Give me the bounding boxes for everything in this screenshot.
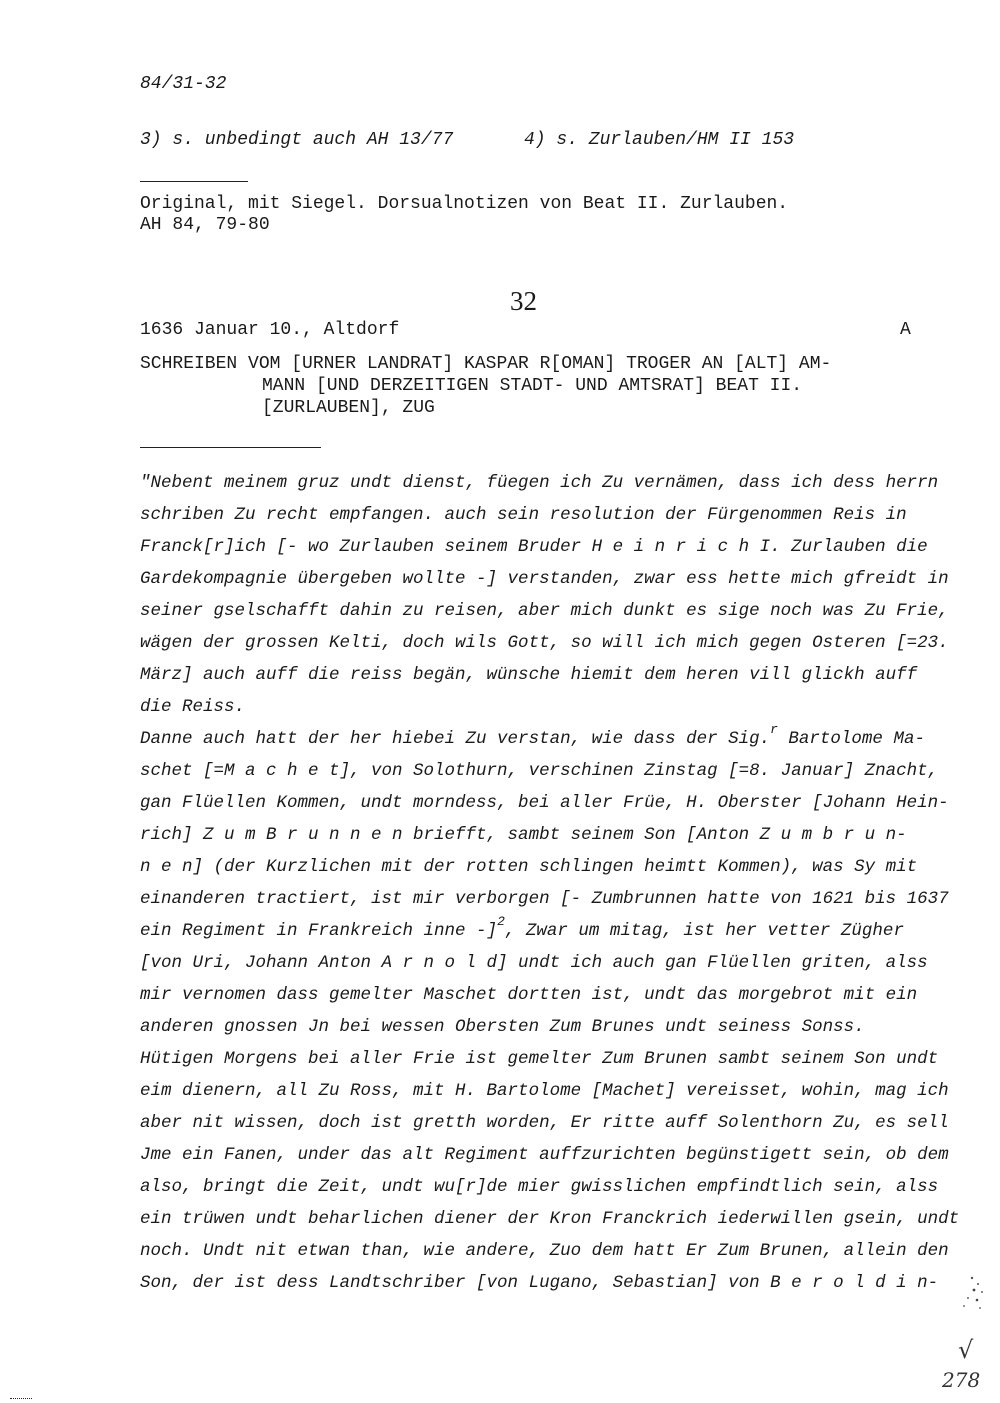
body-line: schriben Zu recht empfangen. auch sein resolution der Fürgenommen Reis in (140, 505, 907, 525)
body-line: Jme ein Fanen, under das alt Regiment auffzurichten begünstigett sein, ob dem (140, 1145, 949, 1165)
body-line: noch. Undt nit etwan than, wie andere, Zuo dem hatt Er Zum Brunen, allein den (140, 1241, 949, 1261)
body-line-continuation: Bartolome Ma- (777, 729, 925, 749)
body-line: [von Uri, Johann Anton A r n o l d] undt ich auch gan Flüellen griten, alss (140, 953, 928, 973)
document-number: 32 (510, 286, 537, 316)
page-reference: 84/31-32 (140, 74, 227, 94)
superscript-r: r (770, 722, 778, 737)
body-line-continuation: , Zwar um mitag, ist her vetter Zügher (504, 921, 904, 941)
body-line: "Nebent meinem gruz undt dienst, füegen ich Zu vernämen, dass ich dess herrn (140, 473, 939, 493)
body-line: rich] Z u m B r u n n e n briefft, sambt seinem Son [Anton Z u m b r u n- (140, 825, 907, 845)
source-note-line-1: Original, mit Siegel. Dorsualnotizen von Beat II. Zurlauben. (140, 194, 789, 214)
body-line: also, bringt die Zeit, undt wu[r]de mier gwisslichen empfindtlich sein, alss (140, 1177, 939, 1197)
body-line-with-superscript (140, 722, 925, 749)
letter-code: A (900, 320, 911, 340)
body-line-text: Danne auch hatt der her hiebei Zu verstan, wie dass der Sig. (140, 729, 771, 749)
footnote-3: 3) s. unbedingt auch AH 13/77 (140, 130, 454, 150)
body-line: die Reiss. (140, 697, 246, 717)
body-line: ein trüwen undt beharlichen diener der Kron Franckrich iederwillen gsein, undt (140, 1209, 960, 1229)
footnote-divider (140, 181, 248, 182)
body-line: aber nit wissen, doch ist gretth worden, Er ritte auff Solenthorn Zu, es sell (140, 1113, 949, 1133)
body-line: wägen der grossen Kelti, doch wils Gott, so will ich mich gegen Osteren [=23. (140, 633, 949, 653)
body-line: Son, der ist dess Landtschriber [von Lugano, Sebastian] von B e r o l d i n- (140, 1273, 939, 1293)
scan-bottom-edge (10, 1398, 32, 1399)
body-line: anderen gnossen Jn bei wessen Obersten Zum Brunes undt seiness Sonss. (140, 1017, 865, 1037)
heading-divider (140, 447, 321, 448)
body-line: einanderen tractiert, ist mir verborgen [- Zumbrunnen hatte von 1621 bis 1637 (140, 889, 949, 909)
heading-line-1: SCHREIBEN VOM [URNER LANDRAT] KASPAR R[OMAN] TROGER AN [ALT] AM- (140, 354, 832, 374)
body-line: gan Flüellen Kommen, undt morndess, bei aller Früe, H. Oberster [Johann Hein- (140, 793, 949, 813)
body-line: schet [=M a c h e t], von Solothurn, verschinen Zinstag [=8. Januar] Znacht, (140, 761, 939, 781)
body-line: März] auch auff die reiss begän, wünsche hiemit dem heren vill glickh auff (140, 665, 918, 685)
footnote-4: 4) s. Zurlauben/HM II 153 (524, 130, 795, 150)
handwritten-page-number: 278 (942, 1368, 981, 1392)
body-line: mir vernomen dass gemelter Maschet dortten ist, undt das morgebrot mit ein (140, 985, 918, 1005)
body-line: Hütigen Morgens bei aller Frie ist gemelter Zum Brunen sambt seinem Son undt (140, 1049, 939, 1069)
heading-line-3: [ZURLAUBEN], ZUG (262, 398, 435, 418)
body-line: n e n] (der Kurzlichen mit der rotten schlingen heimtt Kommen), was Sy mit (140, 857, 918, 877)
body-line-text: ein Regiment in Frankreich inne -] (140, 921, 498, 941)
source-note-line-2: AH 84, 79-80 (140, 215, 270, 235)
body-line: Franck[r]ich [- wo Zurlauben seinem Bruder H e i n r i c h I. Zurlauben die (140, 537, 928, 557)
scan-speckle-icon (952, 1268, 992, 1318)
body-line: eim dienern, all Zu Ross, mit H. Bartolome [Machet] vereisset, wohin, mag ich (140, 1081, 949, 1101)
date-place: 1636 Januar 10., Altdorf (140, 320, 400, 340)
body-line: seiner gselschafft dahin zu reisen, aber mich dunkt es sige noch was Zu Frie, (140, 601, 949, 621)
handwritten-check-mark: √ (958, 1336, 974, 1364)
body-line-with-footnote-mark (140, 914, 904, 941)
heading-line-2: MANN [UND DERZEITIGEN STADT- UND AMTSRAT] BEAT II. (262, 376, 803, 396)
body-line: Gardekompagnie übergeben wollte -] verstanden, zwar ess hette mich gfreidt in (140, 569, 949, 589)
footnote-mark-2: 2 (497, 914, 505, 929)
